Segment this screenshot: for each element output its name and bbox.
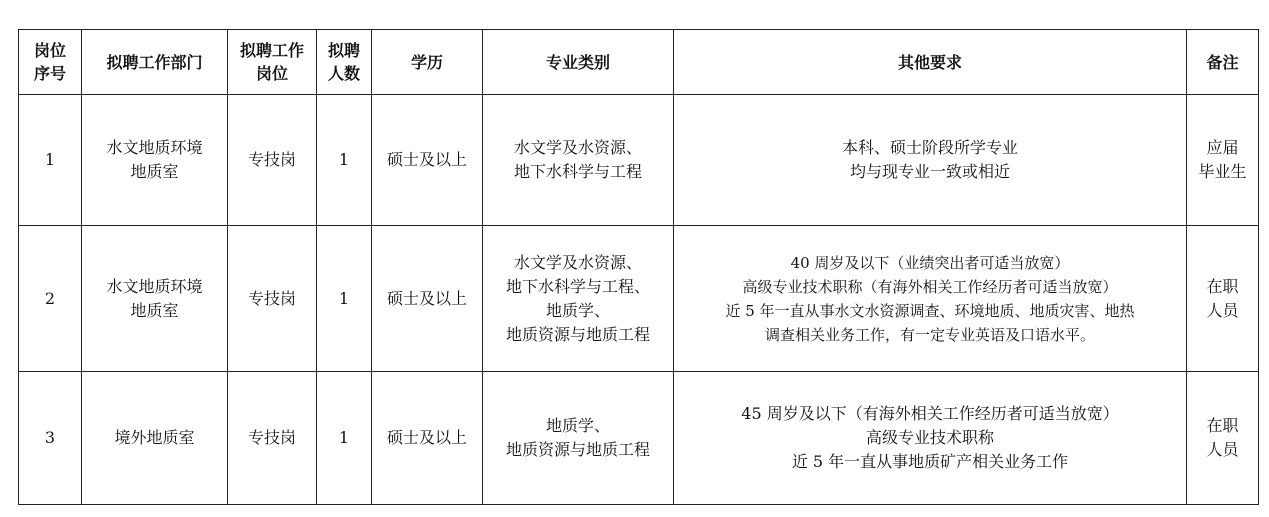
- header-other: 其他要求: [674, 30, 1187, 95]
- cell-edu: 硕士及以上: [372, 372, 483, 505]
- header-count: 拟聘 人数: [317, 30, 372, 95]
- header-seq: 岗位 序号: [19, 30, 82, 95]
- cell-major: 水文学及水资源、 地下水科学与工程: [483, 95, 674, 226]
- header-edu: 学历: [372, 30, 483, 95]
- header-note: 备注: [1187, 30, 1259, 95]
- cell-seq: 1: [19, 95, 82, 226]
- cell-seq: 2: [19, 226, 82, 372]
- table-row: [19, 95, 1259, 226]
- cell-dept: 水文地质环境 地质室: [82, 226, 228, 372]
- cell-post: 专技岗: [228, 226, 317, 372]
- cell-seq: 3: [19, 372, 82, 505]
- header-dept: 拟聘工作部门: [82, 30, 228, 95]
- cell-count: 1: [317, 372, 372, 505]
- cell-other: 40 周岁及以下（业绩突出者可适当放宽） 高级专业技术职称（有海外相关工作经历者可适当放宽） 近 5 年一直从事水文水资源调查、环境地质、地质灾害、地热 调查相关业务工作，有一定专业英语及口语水平。: [674, 226, 1187, 372]
- table-row: [19, 372, 1259, 505]
- cell-post: 专技岗: [228, 95, 317, 226]
- cell-dept: 境外地质室: [82, 372, 228, 505]
- cell-note: 应届 毕业生: [1187, 95, 1259, 226]
- cell-edu: 硕士及以上: [372, 226, 483, 372]
- cell-other: 本科、硕士阶段所学专业 均与现专业一致或相近: [674, 95, 1187, 226]
- cell-edu: 硕士及以上: [372, 95, 483, 226]
- header-post: 拟聘工作 岗位: [228, 30, 317, 95]
- header-row: [19, 30, 1259, 95]
- cell-dept: 水文地质环境 地质室: [82, 95, 228, 226]
- header-major: 专业类别: [483, 30, 674, 95]
- table-row: [19, 226, 1259, 372]
- cell-major: 水文学及水资源、 地下水科学与工程、 地质学、 地质资源与地质工程: [483, 226, 674, 372]
- cell-other: 45 周岁及以下（有海外相关工作经历者可适当放宽） 高级专业技术职称 近 5 年一直从事地质矿产相关业务工作: [674, 372, 1187, 505]
- recruitment-table: [18, 29, 1259, 505]
- cell-note: 在职 人员: [1187, 226, 1259, 372]
- cell-note: 在职 人员: [1187, 372, 1259, 505]
- cell-count: 1: [317, 226, 372, 372]
- cell-major: 地质学、 地质资源与地质工程: [483, 372, 674, 505]
- cell-count: 1: [317, 95, 372, 226]
- cell-post: 专技岗: [228, 372, 317, 505]
